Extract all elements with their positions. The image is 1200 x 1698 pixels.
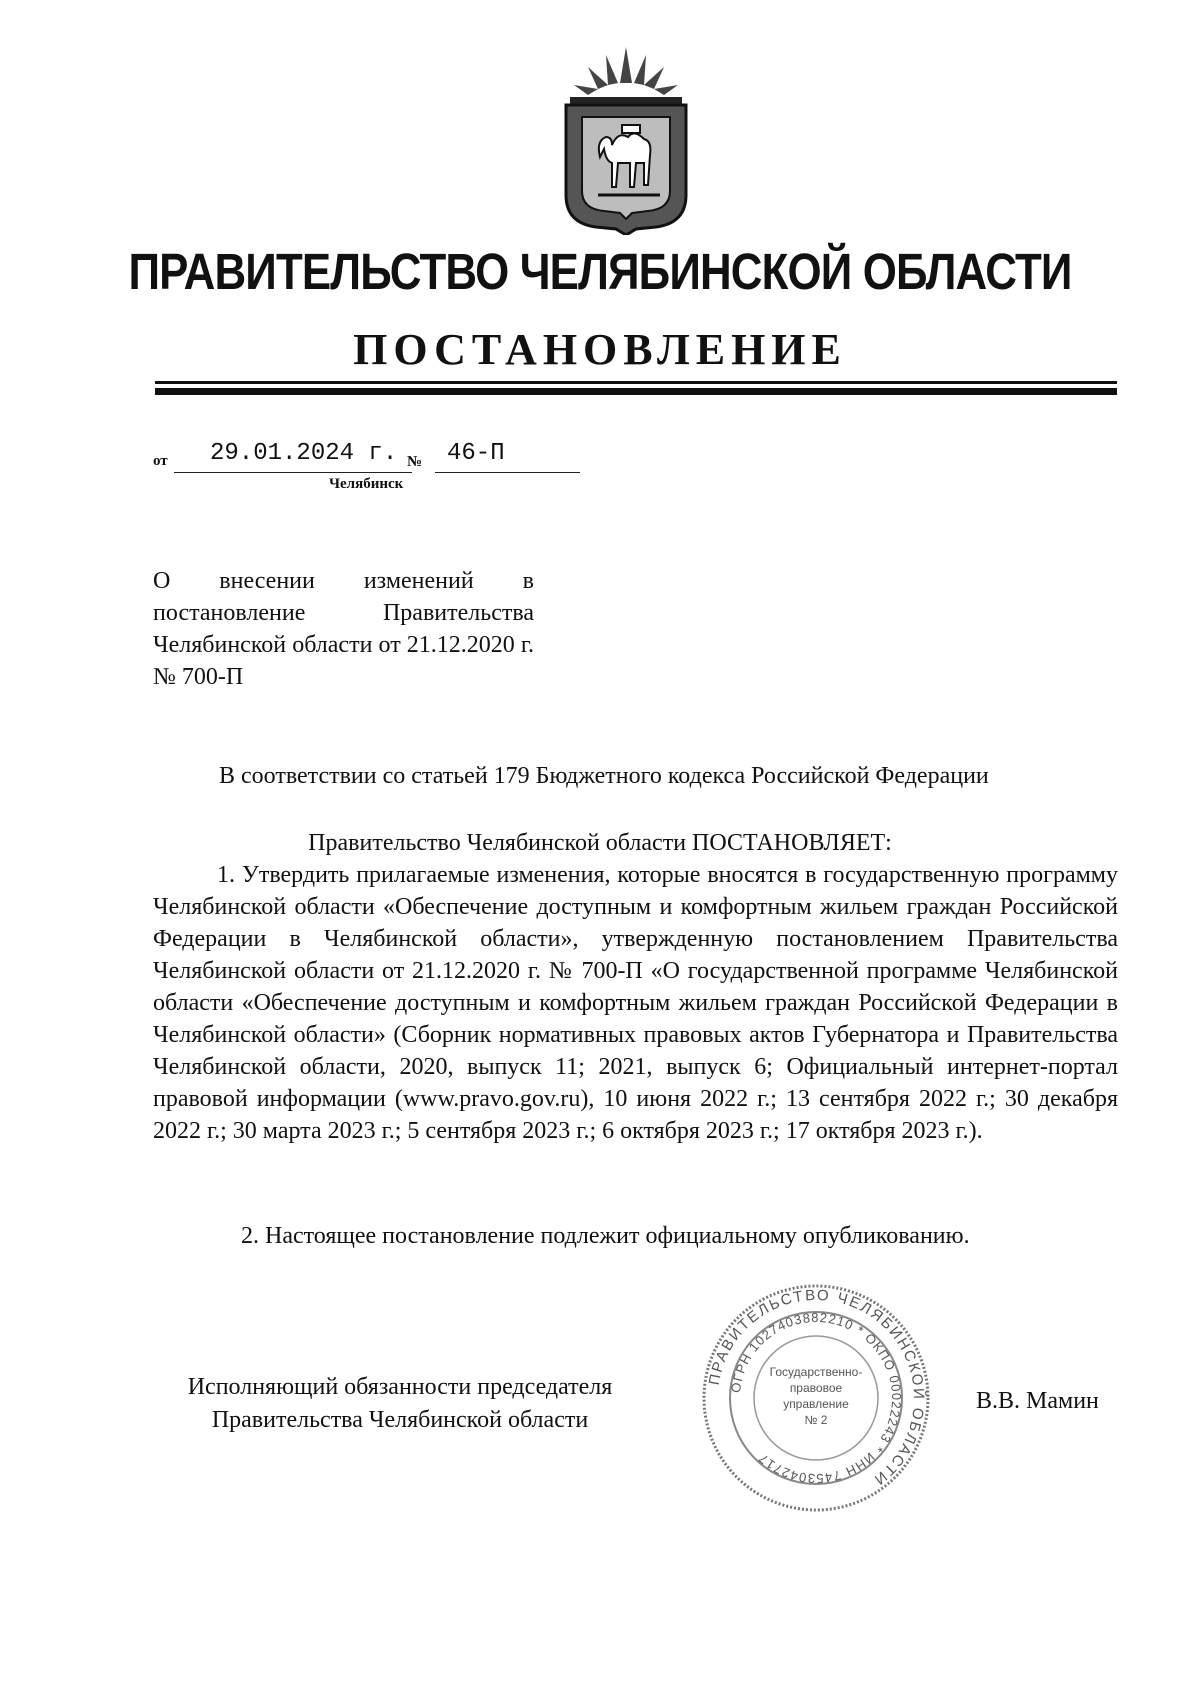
document-type: ПОСТАНОВЛЕНИЕ: [353, 325, 847, 374]
signer-position-line1: Исполняющий обязанности председателя: [187, 1374, 613, 1400]
stamp-center-line2: правовое: [789, 1381, 843, 1395]
stamp-center-line4: № 2: [804, 1413, 828, 1427]
stamp-center-line3: управление: [783, 1397, 849, 1411]
signer-name: В.В. Мамин: [976, 1388, 1099, 1414]
decree-line: Правительство Челябинской области ПОСТАНОВЛЯЕТ:: [308, 830, 892, 856]
signer-position-line2: Правительства Челябинской области: [211, 1407, 589, 1433]
official-seal-icon: [700, 1282, 932, 1514]
header-divider-thin: [155, 381, 1117, 384]
signer-position: [140, 1371, 660, 1437]
coat-of-arms-icon: [560, 45, 692, 235]
preamble-paragraph: В соответствии со статьей 179 Бюджетного кодекса Российской Федерации: [219, 763, 989, 789]
number-prefix: №: [407, 454, 423, 470]
stamp-outer-text: ПРАВИТЕЛЬСТВО ЧЕЛЯБИНСКОЙ ОБЛАСТИ: [705, 1286, 928, 1489]
item-2-paragraph: 2. Настоящее постановление подлежит официальному опубликованию.: [241, 1223, 970, 1249]
stamp-ring-text: ОГРН 1027403882210 * ОКПО 00022243 * ИНН 7453042717: [728, 1309, 905, 1487]
date-underline: [174, 472, 412, 473]
city-label: Челябинск: [329, 476, 404, 492]
date-prefix: от: [153, 453, 168, 469]
item-1-paragraph: 1. Утвердить прилагаемые изменения, которые вносятся в государственную программу Челябинской области «Обеспечение доступным и комфортным жильем граждан Российской Федерации в Челябинской области», утвержденную постановлением Правительства Челябинской области от 21.12.2020 г. № 700-П «О государственной программе Челябинской области «Обеспечение доступным и комфортным жильем граждан Российской Федерации в Челябинской области» (Сборник нормативных правовых актов Губернатора и Правительства Челябинской области, 2020, выпуск 11; 2021, выпуск 6; Официальный интернет-портал правовой информации (www.pravo.gov.ru), 10 июня 2022 г.; 13 сентября 2022 г.; 30 декабря 2022 г.; 30 марта 2023 г.; 5 сентября 2023 г.; 6 октября 2023 г.; 17 октября 2023 г.).: [153, 862, 1118, 1144]
document-subject: О внесении изменений в постановление Правительства Челябинской области от 21.12.2020 г. № 700-П: [153, 568, 534, 690]
government-title: ПРАВИТЕЛЬСТВО ЧЕЛЯБИНСКОЙ ОБЛАСТИ: [128, 243, 1072, 300]
document-date: 29.01.2024 г.: [210, 440, 398, 467]
number-underline: [435, 472, 580, 473]
document-number: 46-П: [447, 440, 505, 467]
stamp-center-line1: Государственно-: [769, 1365, 863, 1379]
header-divider-thick: [155, 388, 1117, 395]
